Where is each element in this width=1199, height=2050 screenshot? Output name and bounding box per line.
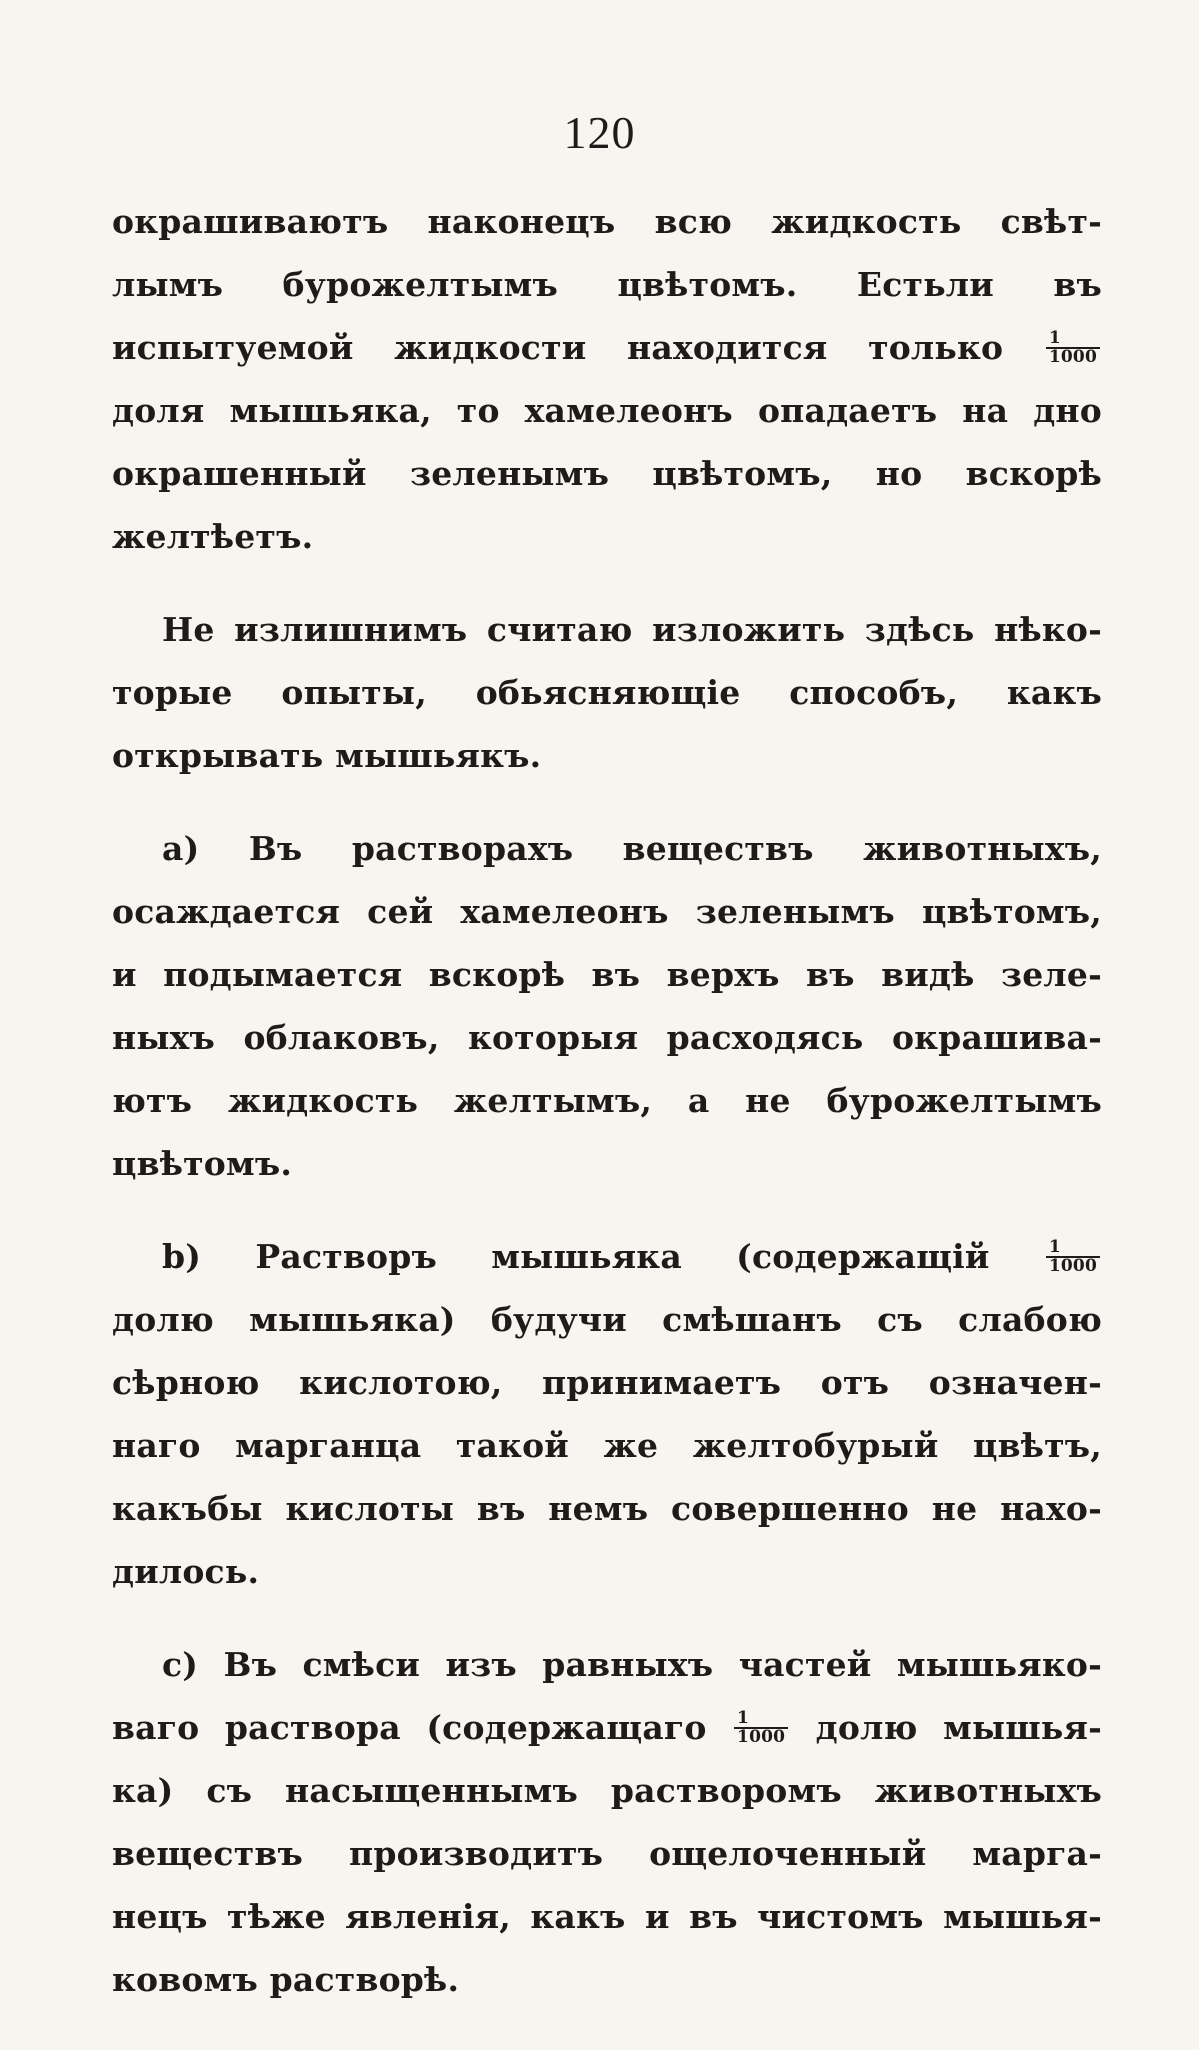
text-line: лымъ бурожелтымъ цвѣтомъ. Естьли въ [112,265,1102,304]
text-line: какъбы кислоты въ немъ совершенно не нахо- [112,1489,1102,1528]
paragraph [112,190,1102,568]
text-line: c) Въ смѣси изъ равныхъ частей мышьяко- [162,1645,1102,1684]
fraction-numerator: 1 [1046,1239,1100,1258]
fraction-denominator: 1000 [1048,1256,1097,1276]
text-line: окрашиваютъ наконецъ всю жидкость свѣт- [112,202,1102,241]
text-line: доля мышьяка, то хамелеонъ опадаетъ на дно [112,391,1102,430]
text-segment: ваго раствора (содержащаго [112,1708,707,1747]
paragraph [112,1225,1102,1603]
text-line: a) Въ растворахъ веществъ животныхъ, [162,829,1102,868]
paragraph [112,1633,1102,2011]
text-line: долю мышьяка) будучи смѣшанъ съ слабою [112,1300,1102,1339]
text-line: ныхъ облаковъ, которыя расходясь окрашива- [112,1018,1102,1057]
fraction-numerator: 1 [1046,330,1100,349]
fraction-denominator: 1000 [737,1727,786,1747]
text-line: веществъ производитъ ощелоченный марга- [112,1834,1102,1873]
text-line: окрашенный зеленымъ цвѣтомъ, но вскорѣ [112,454,1102,493]
text-line: открывать мышьякъ. [112,736,542,775]
text-line: дилось. [112,1552,260,1591]
text-line [112,1225,1102,1288]
text-line: цвѣтомъ. [112,1144,293,1183]
text-line: сѣрною кислотою, принимаетъ отъ означен- [112,1363,1102,1402]
text-line [112,316,1102,379]
page-number: 120 [563,107,636,158]
fraction [1046,330,1100,366]
fraction [734,1710,788,1746]
text-line: Не излишнимъ считаю изложить здѣсь нѣко- [162,610,1102,649]
fraction-denominator: 1000 [1048,347,1097,367]
text-segment: долю мышья- [815,1708,1102,1747]
text-line: осаждается сей хамелеонъ зеленымъ цвѣтомъ, [112,892,1102,931]
text-line: наго марганца такой же желтобурый цвѣтъ, [112,1426,1102,1465]
fraction-numerator: 1 [734,1710,788,1729]
text-line: и подымается вскорѣ въ верхъ въ видѣ зеле- [112,955,1102,994]
text-line: торые опыты, обьясняющiе способъ, какъ [112,673,1102,712]
text-line: желтѣетъ. [112,517,314,556]
text-line: нецъ тѣже явленiя, какъ и въ чистомъ мышья- [112,1897,1102,1936]
body-text [112,190,1102,2011]
paragraph [112,817,1102,1195]
text-line: ковомъ растворѣ. [112,1960,460,1999]
paragraph [112,598,1102,787]
text-line [112,1696,1102,1759]
text-segment: испытуемой жидкости находится только [112,328,1004,367]
text-line: ка) съ насыщеннымъ растворомъ животныхъ [112,1771,1102,1810]
text-line: ютъ жидкость желтымъ, а не бурожелтымъ [112,1081,1102,1120]
fraction [1046,1239,1100,1275]
text-segment: b) Растворъ мышьяка (содержащiй [162,1237,990,1276]
